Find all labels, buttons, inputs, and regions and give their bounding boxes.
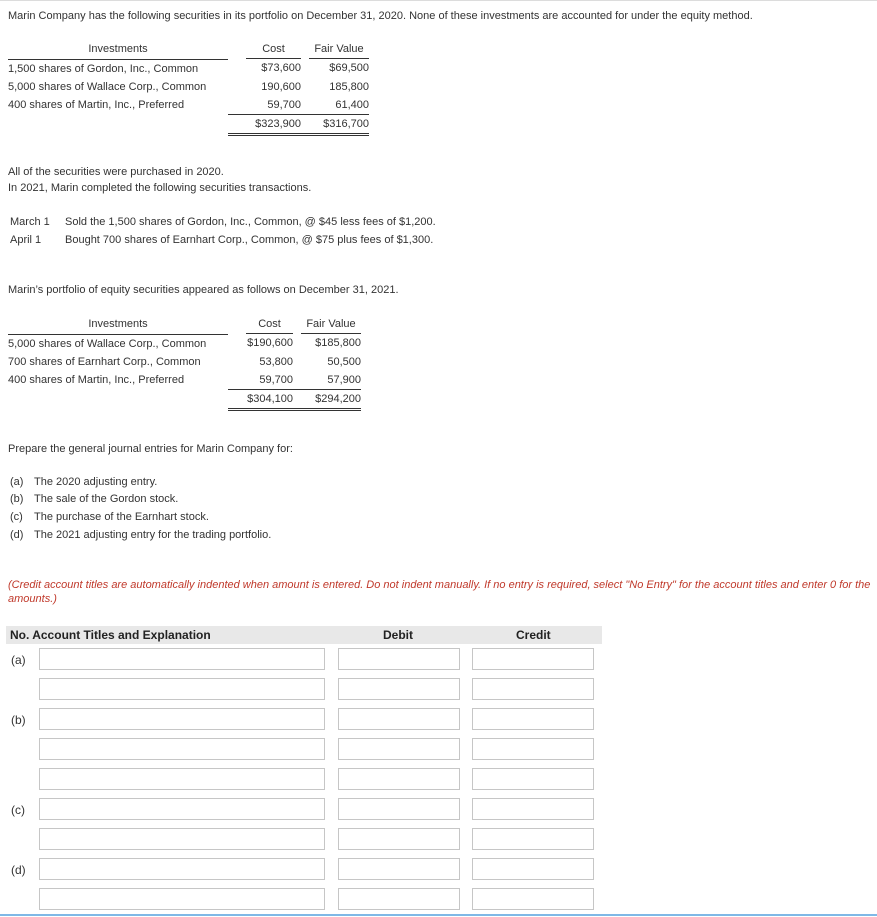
- debit-input[interactable]: [338, 738, 460, 760]
- row-name: 700 shares of Earnhart Corp., Common: [8, 355, 201, 368]
- transaction-item: [10, 234, 433, 246]
- task-label: (a): [10, 476, 24, 488]
- header-debit: Debit: [383, 628, 413, 642]
- entry-label-b: (b): [11, 713, 26, 727]
- header-cost: Cost: [246, 40, 301, 59]
- row-name: 1,500 shares of Gordon, Inc., Common: [8, 62, 199, 75]
- total-cost: $304,100: [228, 389, 293, 409]
- credit-input[interactable]: [472, 828, 594, 850]
- row-cost: $190,600: [247, 337, 293, 350]
- row-fair-value: $185,800: [315, 337, 361, 350]
- credit-input[interactable]: [472, 738, 594, 760]
- header-account-titles: No. Account Titles and Explanation: [10, 628, 211, 642]
- account-title-input[interactable]: [39, 888, 325, 910]
- account-title-input[interactable]: [39, 858, 325, 880]
- task-item: [10, 511, 209, 523]
- task-item: [10, 529, 271, 541]
- portfolio-2021-intro: Marin’s portfolio of equity securities appeared as follows on December 31, 2021.: [8, 284, 399, 296]
- row-fair-value: 57,900: [293, 371, 361, 390]
- debit-input[interactable]: [338, 888, 460, 910]
- table-row: [8, 78, 369, 96]
- debit-input[interactable]: [338, 798, 460, 820]
- transaction-text: Bought 700 shares of Earnhart Corp., Common, @ $75 plus fees of $1,300.: [65, 234, 434, 246]
- task-text: The sale of the Gordon stock.: [34, 493, 179, 505]
- journal-header: [6, 626, 602, 644]
- task-text: The 2021 adjusting entry for the trading portfolio.: [34, 529, 272, 541]
- credit-input[interactable]: [472, 888, 594, 910]
- row-name: 400 shares of Martin, Inc., Preferred: [8, 373, 185, 386]
- transactions-intro: In 2021, Marin completed the following securities transactions.: [8, 182, 312, 194]
- entry-label-d: (d): [11, 863, 26, 877]
- header-fair-value: Fair Value: [301, 315, 361, 334]
- account-title-input[interactable]: [39, 648, 325, 670]
- task-item: [10, 476, 157, 488]
- total-fair-value: $294,200: [293, 389, 361, 409]
- table-row: [8, 353, 361, 371]
- credit-input[interactable]: [472, 858, 594, 880]
- row-fair-value: 61,400: [301, 96, 369, 115]
- table-total-row: [8, 389, 361, 409]
- account-title-input[interactable]: [39, 798, 325, 820]
- task-item: [10, 493, 178, 505]
- debit-input[interactable]: [338, 678, 460, 700]
- task-text: The 2020 adjusting entry.: [34, 476, 158, 488]
- task-text: The purchase of the Earnhart stock.: [34, 511, 209, 523]
- account-title-input[interactable]: [39, 738, 325, 760]
- debit-input[interactable]: [338, 828, 460, 850]
- credit-input[interactable]: [472, 678, 594, 700]
- table-row: [8, 96, 369, 115]
- table-total-row: [8, 114, 369, 134]
- task-label: (b): [10, 493, 24, 505]
- transaction-date: April 1: [10, 234, 42, 246]
- credit-input[interactable]: [472, 798, 594, 820]
- row-cost: 190,600: [261, 80, 301, 93]
- debit-input[interactable]: [338, 708, 460, 730]
- account-title-input[interactable]: [39, 768, 325, 790]
- transaction-date: March 1: [10, 216, 50, 228]
- debit-input[interactable]: [338, 648, 460, 670]
- row-name: 5,000 shares of Wallace Corp., Common: [8, 80, 207, 93]
- debit-input[interactable]: [338, 768, 460, 790]
- row-fair-value: $69,500: [329, 62, 369, 75]
- portfolio-2020-table: [8, 40, 369, 136]
- transaction-item: [10, 216, 436, 228]
- top-divider: [0, 0, 877, 1]
- prepare-text: Prepare the general journal entries for Marin Company for:: [8, 443, 293, 455]
- header-fair-value: Fair Value: [309, 40, 369, 59]
- intro-text: Marin Company has the following securities in its portfolio on December 31, 2020. None of these investments are accounted for under the equity method.: [8, 10, 753, 22]
- account-title-input[interactable]: [39, 708, 325, 730]
- header-cost: Cost: [246, 315, 293, 334]
- account-title-input[interactable]: [39, 678, 325, 700]
- header-credit: Credit: [516, 628, 551, 642]
- credit-input[interactable]: [472, 648, 594, 670]
- task-label: (d): [10, 529, 24, 541]
- row-cost: 59,700: [228, 371, 293, 390]
- row-fair-value: 50,500: [327, 355, 361, 368]
- row-name: 5,000 shares of Wallace Corp., Common: [8, 337, 207, 350]
- purchased-text: All of the securities were purchased in 2020.: [8, 166, 224, 178]
- header-investments: Investments: [8, 40, 228, 59]
- row-cost: 53,800: [259, 355, 293, 368]
- bottom-divider: [0, 914, 877, 916]
- account-title-input[interactable]: [39, 828, 325, 850]
- table-row: [8, 371, 361, 390]
- entry-label-c: (c): [11, 803, 25, 817]
- credit-input[interactable]: [472, 708, 594, 730]
- table-row: [8, 334, 361, 353]
- total-cost: $323,900: [228, 114, 301, 134]
- row-name: 400 shares of Martin, Inc., Preferred: [8, 98, 185, 111]
- total-fair-value: $316,700: [301, 114, 369, 134]
- row-cost: $73,600: [261, 62, 301, 75]
- portfolio-2021-table: [8, 315, 361, 411]
- credit-input[interactable]: [472, 768, 594, 790]
- debit-input[interactable]: [338, 858, 460, 880]
- row-cost: 59,700: [228, 96, 301, 115]
- instruction-note: (Credit account titles are automatically indented when amount is entered. Do not indent manually. If no entry is required, select "No Entry" for the account titles and enter 0 for the amounts.): [8, 579, 871, 605]
- task-label: (c): [10, 511, 23, 523]
- row-fair-value: 185,800: [329, 80, 369, 93]
- transaction-text: Sold the 1,500 shares of Gordon, Inc., Common, @ $45 less fees of $1,200.: [65, 216, 436, 228]
- entry-label-a: (a): [11, 653, 26, 667]
- table-row: [8, 59, 369, 78]
- header-investments: Investments: [8, 315, 228, 334]
